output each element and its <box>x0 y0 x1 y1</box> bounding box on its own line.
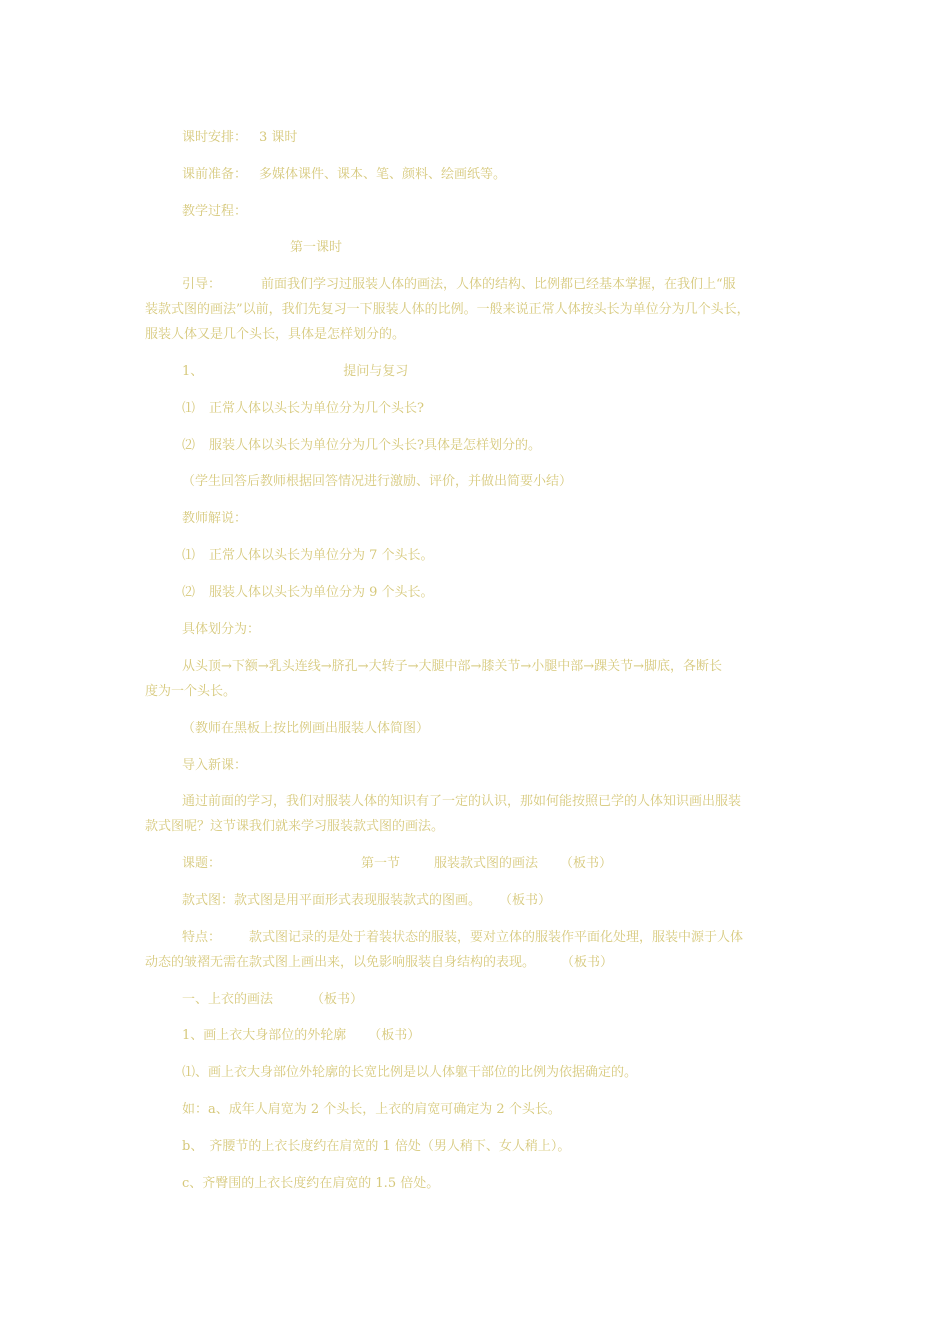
example-b-text: 齐腰节的上衣长度约在肩宽的 1 倍处（男人稍下、女人稍上）。 <box>209 1139 571 1154</box>
prep-value: 多媒体课件、课本、笔、颜料、绘画纸等。 <box>259 167 507 182</box>
intro-line-2: 装款式图的画法”以前，我们先复习一下服装人体的比例。一般来说正常人体按头长为单位分为几个头长， <box>145 302 750 317</box>
intro-text-1: 前面我们学习过服装人体的画法，人体的结构、比例都已经基本掌握，在我们上“服 <box>261 277 736 292</box>
q1-text: 正常人体以头长为单位分为几个头长? <box>209 401 424 416</box>
style-def-board: （板书） <box>499 893 552 908</box>
q1-num: ⑴ <box>182 401 196 416</box>
new-lesson-line-2: 款式图呢？这节课我们就来学习服装款式图的画法。 <box>145 819 445 834</box>
board-note: （教师在黑板上按比例画出服装人体简图） <box>182 721 430 736</box>
schedule-line <box>182 130 297 146</box>
question-1 <box>182 401 424 417</box>
topic-section: 第一节 <box>361 856 401 871</box>
section-1-board: （板书） <box>311 992 364 1007</box>
feature-board: （板书） <box>561 955 614 970</box>
section-1-title: 一、上衣的画法 <box>182 992 274 1007</box>
example-a: 如：a、成年人肩宽为 2 个头长，上衣的肩宽可确定为 2 个头长。 <box>182 1102 561 1117</box>
example-b-num: b、 <box>182 1139 204 1154</box>
a1-text: 正常人体以头长为单位分为 7 个头长。 <box>209 548 434 563</box>
section-1-heading <box>182 992 363 1008</box>
schedule-label: 课时安排： <box>182 130 248 145</box>
teacher-label: 教师解说： <box>182 511 248 526</box>
prep-line <box>182 167 506 183</box>
a2-text: 服装人体以头长为单位分为 9 个头长。 <box>209 585 434 600</box>
feature-line-1 <box>182 930 743 946</box>
schedule-value: 3 课时 <box>259 130 298 145</box>
prep-label: 课前准备： <box>182 167 248 182</box>
a1-num: ⑴ <box>182 548 196 563</box>
question-2 <box>182 438 541 454</box>
intro-label: 引导： <box>182 277 222 292</box>
example-c: c、齐臀围的上衣长度约在肩宽的 1.5 倍处。 <box>182 1176 440 1191</box>
answer-1 <box>182 548 434 564</box>
intro-line-3: 服装人体又是几个头长，具体是怎样划分的。 <box>145 327 406 342</box>
example-b <box>182 1139 570 1155</box>
student-note: （学生回答后教师根据回答情况进行激励、评价，并做出简要小结） <box>182 474 573 489</box>
a2-num: ⑵ <box>182 585 196 600</box>
feature-line-2 <box>145 955 613 971</box>
division-label: 具体划分为： <box>182 622 261 637</box>
answer-2 <box>182 585 434 601</box>
q2-text: 服装人体以头长为单位分为几个头长?具体是怎样划分的。 <box>209 438 541 453</box>
feature-label: 特点： <box>182 930 222 945</box>
division-line-1: 从头顶→下额→乳头连线→脐孔→大转子→大腿中部→膝关节→小腿中部→踝关节→脚底，各断长 <box>182 659 723 674</box>
division-line-2: 度为一个头长。 <box>145 684 237 699</box>
topic-line <box>182 856 612 872</box>
subsection-1-heading <box>182 1028 420 1044</box>
intro-line-1 <box>182 277 736 293</box>
subsection-1-board: （板书） <box>368 1028 421 1043</box>
topic-label: 课题： <box>182 856 222 871</box>
feature-text-2: 动态的皱褶无需在款式图上画出来，以免影响服装自身结构的表现。 <box>145 955 536 970</box>
new-lesson-line-1: 通过前面的学习，我们对服装人体的知识有了一定的认识，那如何能按照已学的人体知识画出服装 <box>182 794 742 809</box>
topic-title: 服装款式图的画法 <box>434 856 539 871</box>
style-definition <box>182 893 551 909</box>
process-label: 教学过程： <box>182 204 248 219</box>
subsection-1-paragraph: ⑴、画上衣大身部位外轮廓的长宽比例是以人体躯干部位的比例为依据确定的。 <box>182 1065 638 1080</box>
feature-text-1: 款式图记录的是处于着装状态的服装，要对立体的服装作平面化处理，服装中源于人体 <box>249 930 744 945</box>
q2-num: ⑵ <box>182 438 196 453</box>
subsection-1-title: 1、画上衣大身部位的外轮廓 <box>182 1028 347 1043</box>
topic-board: （板书） <box>560 856 613 871</box>
review-title: 提问与复习 <box>343 364 409 379</box>
lesson1-title: 第一课时 <box>290 240 343 255</box>
new-lesson-label: 导入新课： <box>182 758 248 773</box>
style-def-text: 款式图：款式图是用平面形式表现服装款式的图画。 <box>182 893 482 908</box>
review-num: 1、 <box>182 364 204 379</box>
review-heading <box>182 364 408 380</box>
